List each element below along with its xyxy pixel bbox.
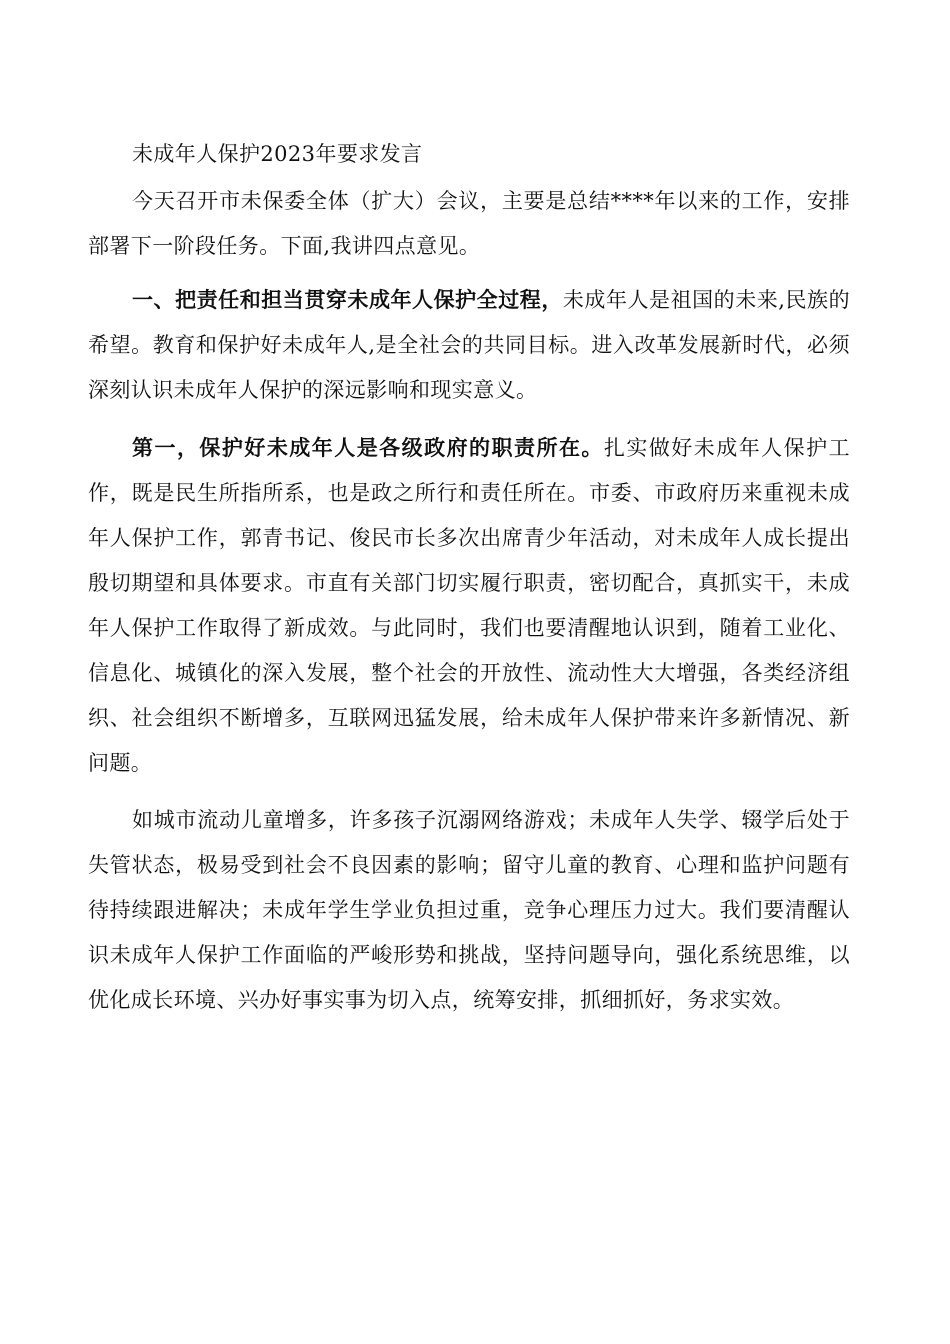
- paragraph-examples: [88, 798, 850, 1023]
- section-one-heading: 一、把责任和担当贯穿未成年人保护全过程，: [132, 287, 563, 312]
- paragraph-opening-text: 今天召开市未保委全体（扩大）会议，主要是总结****年以来的工作，安排部署下一阶段任务。下面,我讲四点意见。: [88, 189, 850, 258]
- section-one-text: 未成年人是祖国的未来,民族的希望。教育和保护好未成年人,是全社会的共同目标。进入改革发展新时代，必须深刻认识未成年人保护的深远影响和现实意义。: [88, 288, 850, 402]
- point-one-heading: 第一，保护好未成年人是各级政府的职责所在。: [132, 435, 604, 460]
- paragraph-section-one: [88, 277, 850, 413]
- paragraph-examples-text: 如城市流动儿童增多，许多孩子沉溺网络游戏；未成年人失学、辍学后处于失管状态，极易受到社会不良因素的影响；留守儿童的教育、心理和监护问题有待持续跟进解决；未成年学生学业负担过重，竞争心理压力过大。我们要清醒认识未成年人保护工作面临的严峻形势和挑战，坚持问题导向，强化系统思维，以优化成长环境、兴办好事实事为切入点，统筹安排，抓细抓好，务求实效。: [88, 808, 850, 1012]
- point-one-text: 扎实做好未成年人保护工作，既是民生所指所系，也是政之所行和责任所在。市委、市政府历来重视未成年人保护工作，郭青书记、俊民市长多次出席青少年活动，对未成年人成长提出殷切期望和具体要求。市直有关部门切实履行职责，密切配合，真抓实干，未成年人保护工作取得了新成效。与此同时，我们也要清醒地认识到，随着工业化、信息化、城镇化的深入发展，整个社会的开放性、流动性大大增强，各类经济组织、社会组织不断增多，互联网迅猛发展，给未成年人保护带来许多新情况、新问题。: [88, 436, 850, 775]
- paragraph-point-one: [88, 425, 850, 786]
- paragraph-opening: [88, 179, 850, 269]
- document-body: [88, 132, 850, 1031]
- document-title: 未成年人保护2023年要求发言: [132, 142, 423, 166]
